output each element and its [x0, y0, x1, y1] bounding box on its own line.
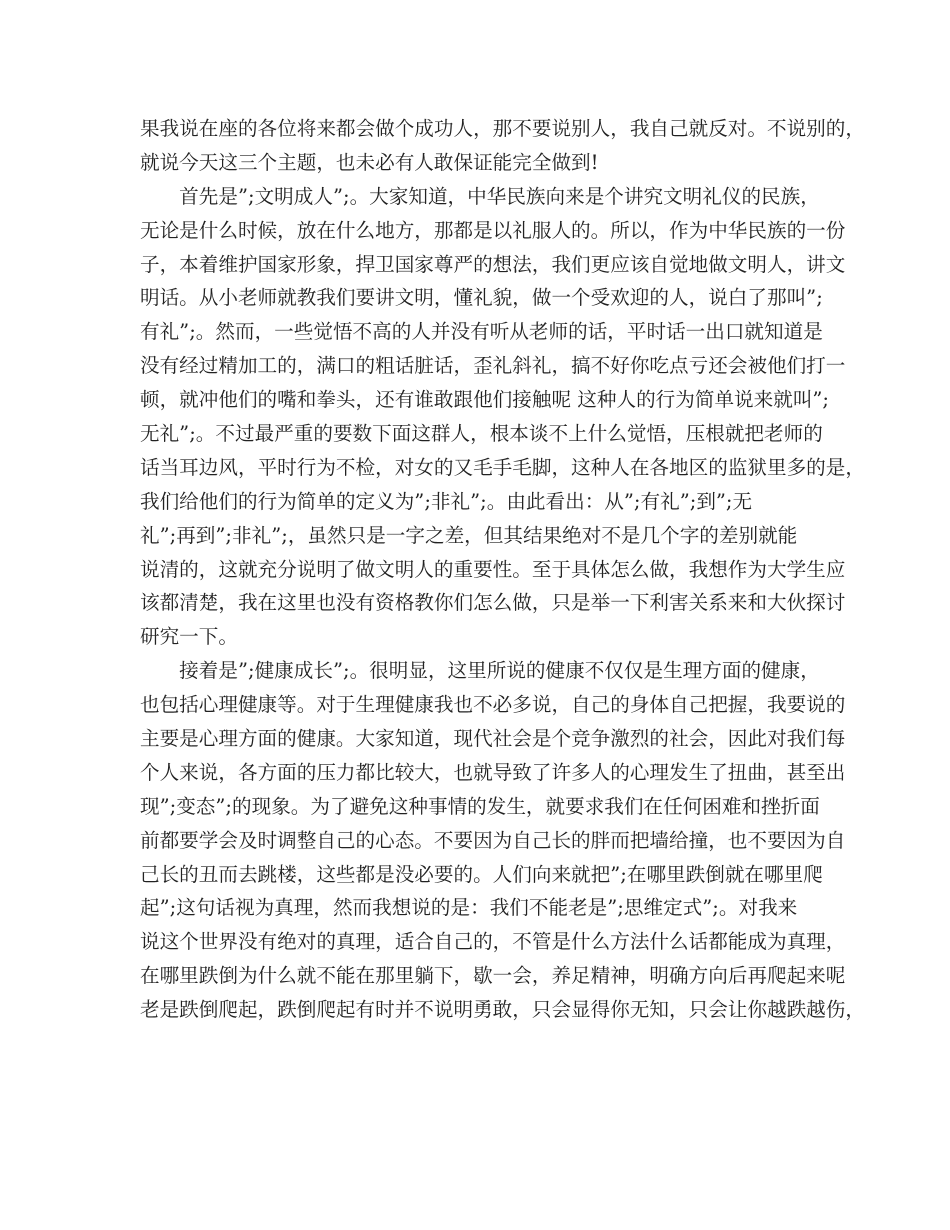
- text-line: 无礼”;。不过最严重的要数下面这群人，根本谈不上什么觉悟，压根就把老师的: [140, 422, 823, 446]
- text-line: 话当耳边风，平时行为不检，对女的又毛手毛脚，这种人在各地区的监狱里多的是，: [140, 455, 865, 479]
- text-line: 子，本着维护国家形象，捍卫国家尊严的想法，我们更应该自觉地做文明人，讲文: [140, 252, 846, 276]
- text-line: 说这个世界没有绝对的真理，适合自己的，不管是什么方法什么话都能成为真理，: [140, 930, 846, 954]
- text-line: 有礼”;。然而，一些觉悟不高的人并没有听从老师的话，平时话一出口就知道是: [140, 320, 823, 344]
- paragraph-1: [140, 112, 865, 180]
- text-line: 无论是什么时候，放在什么地方，那都是以礼服人的。所以，作为中华民族的一份: [140, 218, 846, 242]
- text-line: 顿，就冲他们的嘴和拳头，还有谁敢跟他们接触呢 这种人的行为简单说来就叫”;: [140, 388, 830, 412]
- text-line: 起”;这句话视为真理，然而我想说的是：我们不能老是”;思维定式”;。对我来: [140, 896, 798, 920]
- text-line: 个人来说，各方面的压力都比较大，也就导致了许多人的心理发生了扭曲，甚至出: [140, 760, 846, 784]
- document-body: [140, 112, 865, 1027]
- text-line: 老是跌倒爬起，跌倒爬起有时并不说明勇敢，只会显得你无知，只会让你越跌越伤，: [140, 998, 865, 1022]
- text-line: 前都要学会及时调整自己的心态。不要因为自己长的胖而把墙给撞，也不要因为自: [140, 828, 846, 852]
- text-line: 礼”;再到”;非礼”;，虽然只是一字之差，但其结果绝对不是几个字的差别就能: [140, 523, 798, 547]
- text-line: 果我说在座的各位将来都会做个成功人，那不要说别人，我自己就反对。不说别的，: [140, 117, 865, 140]
- text-line: 也包括心理健康等。对于生理健康我也不必多说，自己的身体自己把握，我要说的: [140, 693, 846, 717]
- text-line: 主要是心理方面的健康。大家知道，现代社会是个竞争激烈的社会，因此对我们每: [140, 727, 846, 751]
- paragraph-3: [140, 654, 865, 1027]
- text-line: 首先是”;文明成人”;。大家知道，中华民族向来是个讲究文明礼仪的民族，: [140, 184, 820, 208]
- text-line: 己长的丑而去跳楼，这些都是没必要的。人们向来就把”;在哪里跌倒就在哪里爬: [140, 862, 823, 886]
- text-line: 明话。从小老师就教我们要讲文明，懂礼貌，做一个受欢迎的人，说白了那叫”;: [140, 286, 823, 310]
- text-line: 就说今天这三个主题，也未必有人敢保证能完全做到!: [140, 150, 599, 174]
- text-line: 说清的，这就充分说明了做文明人的重要性。至于具体怎么做，我想作为大学生应: [140, 557, 846, 581]
- paragraph-2: [140, 180, 865, 654]
- text-line: 在哪里跌倒为什么就不能在那里躺下，歇一会，养足精神，明确方向后再爬起来呢: [140, 964, 846, 988]
- text-line: 接着是”;健康成长”;。很明显，这里所说的健康不仅仅是生理方面的健康，: [140, 659, 820, 683]
- text-line: 现”;变态”;的现象。为了避免这种事情的发生，就要求我们在任何困难和挫折面: [140, 794, 820, 818]
- text-line: 研究一下。: [140, 625, 238, 649]
- text-line: 没有经过精加工的，满口的粗话脏话，歪礼斜礼，搞不好你吃点亏还会被他们打一: [140, 354, 846, 378]
- text-line: 该都清楚，我在这里也没有资格教你们怎么做，只是举一下利害关系来和大伙探讨: [140, 591, 846, 615]
- text-line: 我们给他们的行为简单的定义为”;非礼”;。由此看出：从”;有礼”;到”;无: [140, 489, 753, 513]
